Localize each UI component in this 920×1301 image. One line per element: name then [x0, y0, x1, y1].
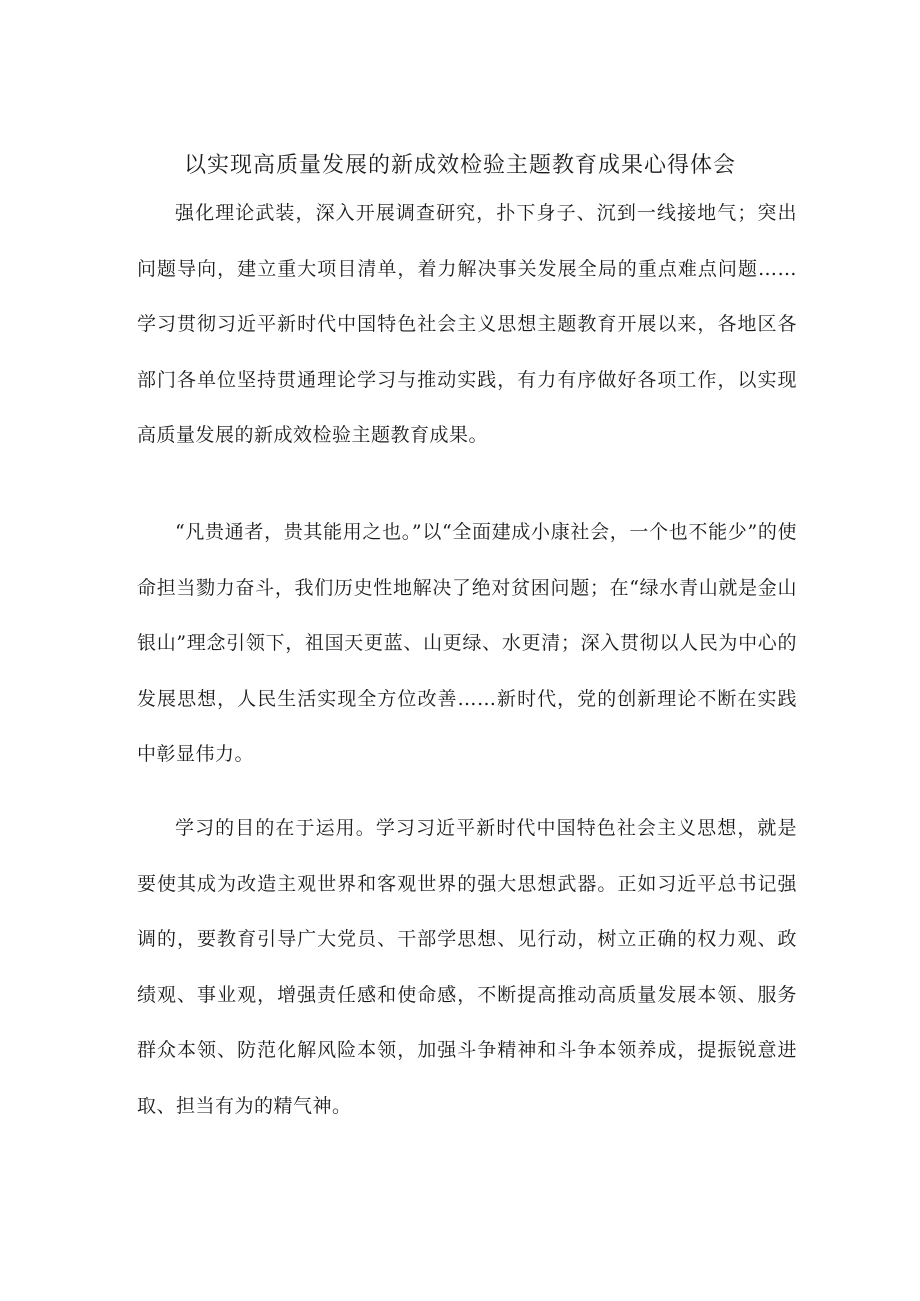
body-paragraph-2: “凡贵通者，贵其能用之也。”以“全面建成小康社会，一个也不能少”的使命担当勠力奋斗，我们历史性地解决了绝对贫困问题；在“绿水青山就是金山银山”理念引领下，祖国天更蓝、山更绿、水更清；深入贯彻以人民为中心的发展思想，人民生活实现全方位改善……新时代，党的创新理论不断在实践中彰显伟力。	[137, 521, 797, 765]
body-paragraph-3: 学习的目的在于运用。学习习近平新时代中国特色社会主义思想，就是要使其成为改造主观世界和客观世界的强大思想武器。正如习近平总书记强调的，要教育引导广大党员、干部学思想、见行动，树立正确的权力观、政绩观、事业观，增强责任感和使命感，不断提高推动高质量发展本领、服务群众本领、防范化解风险本领，加强斗争精神和斗争本领养成，提振锐意进取、担当有为的精气神。	[137, 817, 797, 1117]
document-title: 以实现高质量发展的新成效检验主题教育成果心得体会	[183, 153, 736, 178]
body-paragraph-1: 强化理论武装，深入开展调查研究，扑下身子、沉到一线接地气；突出问题导向，建立重大项目清单，着力解决事关发展全局的重点难点问题……学习贯彻习近平新时代中国特色社会主义思想主题教育开展以来，各地区各部门各单位坚持贯通理论学习与推动实践，有力有序做好各项工作，以实现高质量发展的新成效检验主题教育成果。	[137, 202, 797, 446]
